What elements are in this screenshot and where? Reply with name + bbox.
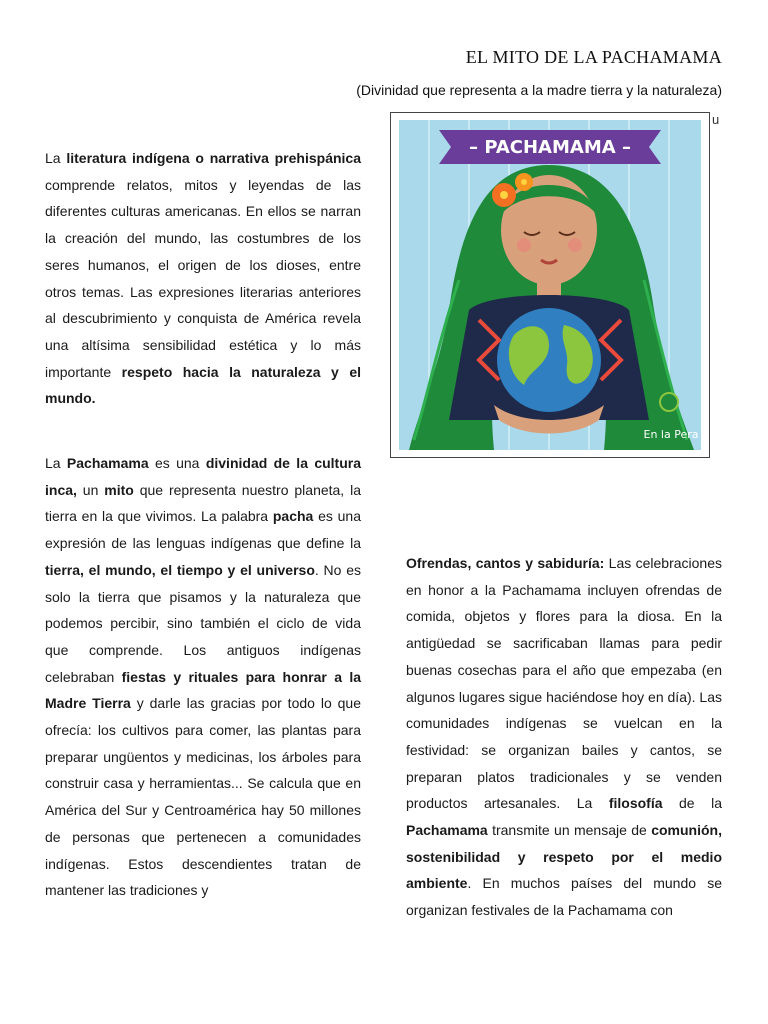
text-run: La xyxy=(45,455,67,471)
goddess-globe-icon xyxy=(399,120,701,450)
bold-run: mito xyxy=(104,481,134,498)
text-run: La xyxy=(45,150,67,166)
bold-run: filosofía xyxy=(608,795,663,812)
document-subtitle: (Divinidad que representa a la madre tierra y la naturaleza) xyxy=(356,82,722,98)
text-run: y darle las gracias por todo lo que ofrecía: los cultivos para comer, las plantas para preparar ungüentos y medicinas, los árboles para construir casa y herramientas... Se calcula que en América del Sur y Centroamérica hay 50 millones de personas que pertenecen a comunidades indígenas. Estos descendientes tratan de mantener las tradiciones y xyxy=(45,695,362,899)
text-run: transmite un mensaje de xyxy=(487,822,652,839)
text-run: . No es solo la tierra que pisamos y la naturaleza que podemos percibir, sino también el ciclo de vida que comprende. Los antiguos indígenas celebraban xyxy=(45,561,361,685)
bold-run: fiestas y rituales para honrar a la Madre Tierra xyxy=(45,668,361,712)
watermark-text: En la Pera xyxy=(643,428,699,441)
bold-run: divinidad de la cultura inca, xyxy=(45,455,361,498)
text-run: . En muchos países del mundo se organizan festivales de la Pachamama con xyxy=(406,875,722,919)
text-run: un xyxy=(76,481,105,498)
stray-character: u xyxy=(712,112,720,127)
bold-run: Ofrendas, cantos y sabiduría: xyxy=(406,555,605,571)
bold-run: literatura indígena o narrativa prehispánica xyxy=(66,150,361,166)
document-title: EL MITO DE LA PACHAMAMA xyxy=(465,47,722,67)
paragraph-literatura xyxy=(45,145,361,412)
text-run: es una expresión de las lenguas indígenas que define la xyxy=(45,508,361,552)
text-run: que representa nuestro planeta, la tierra en la que vivimos. La palabra xyxy=(45,481,361,525)
bold-run: Pachamama xyxy=(66,455,149,471)
pachamama-illustration xyxy=(390,112,710,458)
text-run: comprende relatos, mitos y leyendas de las diferentes culturas americanas. En ellos se narran la creación del mundo, las costumbres de los seres humanos, el origen de los dioses, entre otros temas. Las expresiones literarias anteriores al descubrimiento y conquista de América revela una altísima sensibilidad estética y lo más importante xyxy=(45,176,361,380)
text-run: es una xyxy=(148,455,206,471)
text-run: Las celebraciones en honor a la Pachamama incluyen ofrendas de comida, objetos y flores para la diosa. En la antigüedad se sacrificaban llamas para pedir buenas cosechas para el año que empezaba (en algunos lugares sigue haciéndose hoy en día). Las comunidades indígenas se vuelcan en la festividad: se organizan bailes y cantos, se preparan platos tradicionales y se venden productos artesanales. La xyxy=(406,555,722,812)
paragraph-ofrendas xyxy=(406,550,722,924)
bold-run: tierra, el mundo, el tiempo y el universo xyxy=(45,561,315,578)
bold-run: pacha xyxy=(272,508,314,525)
paragraph-pachamama xyxy=(45,450,361,904)
bold-run: Pachamama xyxy=(406,822,488,839)
bold-run: comunión, sostenibilidad y respeto por el medio ambiente xyxy=(406,822,722,892)
banner-text: – PACHAMAMA – xyxy=(469,137,631,158)
bold-run: respeto hacia la naturaleza y el mundo. xyxy=(45,363,361,407)
text-run: de la xyxy=(662,795,722,812)
